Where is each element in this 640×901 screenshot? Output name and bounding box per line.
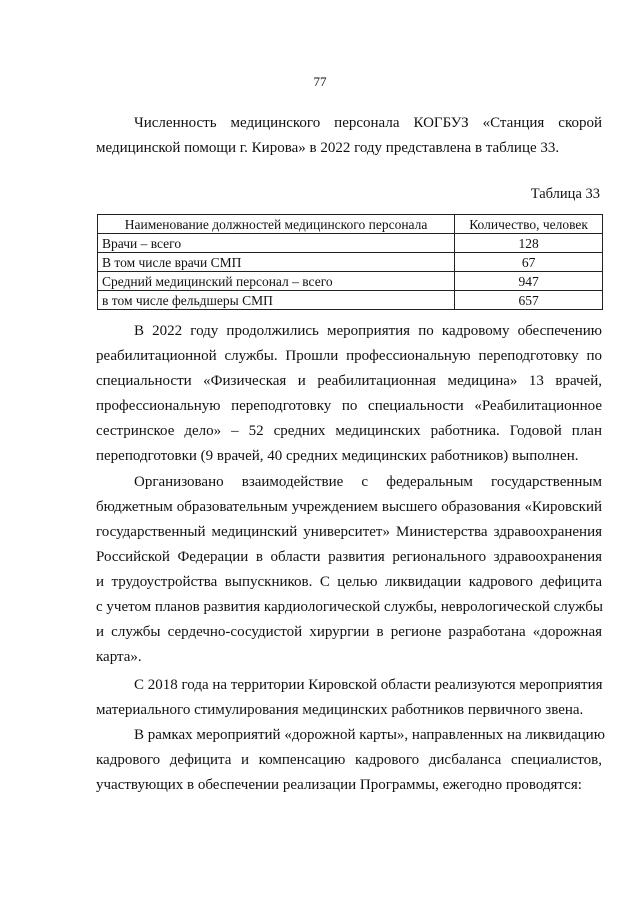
cell-position: Врачи – всего xyxy=(98,234,455,253)
text-line: участвующих в обеспечении реализации Программы, ежегодно проводятся: xyxy=(96,777,582,793)
text-line: В 2022 году продолжились мероприятия по кадровому обеспечению xyxy=(134,323,602,339)
table-caption: Таблица 33 xyxy=(530,186,600,202)
text-line: сестринское дело» – 52 средних медицинских работника. Годовой план xyxy=(96,423,602,439)
text-line: бюджетным образовательным учреждением высшего образования «Кировский xyxy=(96,499,602,515)
paragraph-stimulation xyxy=(96,673,602,723)
text-line: государственный медицинский университет» Министерства здравоохранения xyxy=(96,524,602,540)
text-line: карта». xyxy=(96,649,142,665)
column-header-position: Наименование должностей медицинского персонала xyxy=(98,215,455,234)
table-row xyxy=(98,291,603,310)
cell-quantity: 947 xyxy=(455,272,603,291)
text-line: кадрового дефицита и компенсацию кадрового дисбаланса специалистов, xyxy=(96,752,602,768)
text-line: Численность медицинского персонала КОГБУЗ «Станция скорой xyxy=(134,115,602,131)
text-line: реабилитационной службы. Прошли профессиональную переподготовку по xyxy=(96,348,602,364)
text-line: профессиональную переподготовку по специальности «Реабилитационное xyxy=(96,398,602,414)
text-line: переподготовки (9 врачей, 40 средних медицинских работников) выполнен. xyxy=(96,448,579,464)
cell-quantity: 128 xyxy=(455,234,603,253)
text-line: С 2018 года на территории Кировской области реализуются мероприятия xyxy=(134,677,603,693)
table-row xyxy=(98,272,603,291)
intro-paragraph xyxy=(96,111,602,161)
cell-quantity: 657 xyxy=(455,291,603,310)
table-header-row xyxy=(98,215,603,234)
text-line: и службы сердечно-сосудистой хирургии в регионе разработана «дорожная xyxy=(96,624,602,640)
table-row xyxy=(98,253,603,272)
text-line: и трудоустройства выпускников. С целью ликвидации кадрового дефицита xyxy=(96,574,602,590)
table-row xyxy=(98,234,603,253)
column-header-quantity: Количество, человек xyxy=(455,215,603,234)
page-number: 77 xyxy=(313,74,327,89)
paragraph-rehabilitation xyxy=(96,319,602,469)
cell-position: В том числе врачи СМП xyxy=(98,253,455,272)
text-line: материального стимулирования медицинских работников первичного звена. xyxy=(96,702,584,718)
cell-position: в том числе фельдшеры СМП xyxy=(98,291,455,310)
text-line: медицинской помощи г. Кирова» в 2022 году представлена в таблице 33. xyxy=(96,140,560,156)
paragraph-roadmap xyxy=(96,723,605,798)
text-line: Российской Федерации в области развития регионального здравоохранения xyxy=(96,549,602,565)
text-line: специальности «Физическая и реабилитационная медицина» 13 врачей, xyxy=(96,373,602,389)
text-line: с учетом планов развития кардиологической службы, неврологической службы xyxy=(96,599,603,615)
cell-quantity: 67 xyxy=(455,253,603,272)
cell-position: Средний медицинский персонал – всего xyxy=(98,272,455,291)
text-line: Организовано взаимодействие с федеральным государственным xyxy=(134,474,602,490)
staff-table xyxy=(97,214,603,310)
paragraph-cooperation xyxy=(96,470,602,670)
text-line: В рамках мероприятий «дорожной карты», направленных на ликвидацию xyxy=(134,727,605,743)
